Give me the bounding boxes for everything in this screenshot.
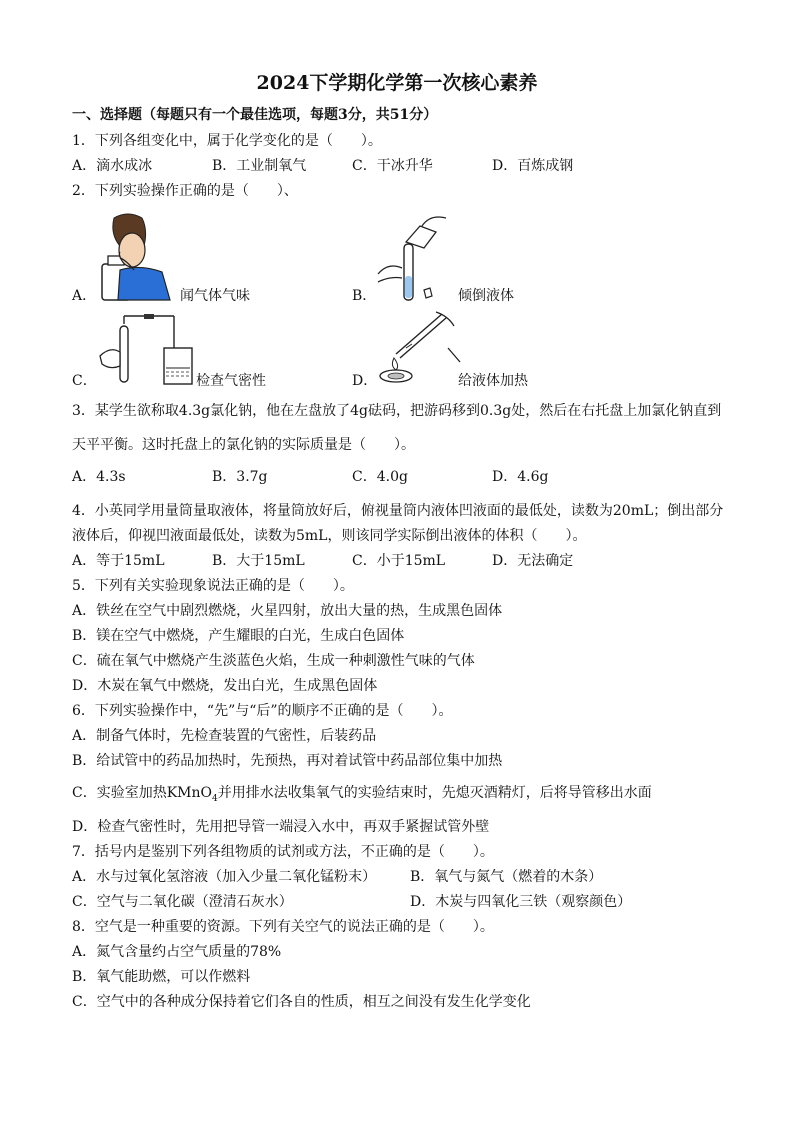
q4-stem-line1: 4．小英同学用量筒量取液体，将量筒放好后，俯视量筒内液体凹液面的最低处，读数为20mL；倒出部分: [72, 503, 724, 519]
q7-option-b: B．氧气与氮气（燃着的木条）: [410, 869, 603, 885]
q3-option-a: A．4.3s: [72, 469, 126, 485]
q7-stem: 7．括号内是鉴别下列各组物质的试剂或方法，不正确的是（ ）。: [72, 844, 494, 860]
q4-option-a: A．等于15mL: [72, 553, 165, 569]
heating-liquid-figure: [376, 308, 466, 388]
q6-stem: 6．下列实验操作中，“先”与“后”的顺序不正确的是（ ）。: [72, 703, 453, 719]
pouring-liquid-figure: [374, 212, 454, 304]
page-title: 2024下学期化学第一次核心素养: [256, 72, 538, 94]
q3-option-d: D．4.6g: [492, 469, 549, 485]
q5-option-a: A．铁丝在空气中剧烈燃烧，火星四射，放出大量的热，生成黑色固体: [72, 603, 503, 619]
q2-option-b-caption: 倾倒液体: [458, 288, 514, 304]
q8-option-b: B．氧气能助燃，可以作燃料: [72, 969, 251, 985]
q3-option-c: C．4.0g: [352, 469, 408, 485]
q2-stem: 2．下列实验操作正确的是（ ）、: [72, 183, 298, 199]
q6-option-c-pre: C．实验室加热KMnO: [72, 785, 212, 801]
q2-option-c-caption: 检查气密性: [196, 373, 266, 389]
q2-option-a-caption: 闻气体气味: [180, 288, 250, 304]
q2-option-d-letter: D．: [352, 373, 378, 389]
q4-option-d: D．无法确定: [492, 553, 574, 569]
q5-option-d: D．木炭在氧气中燃烧，发出白光，生成黑色固体: [72, 678, 378, 694]
airtightness-check-figure: [96, 312, 196, 388]
q3-stem-line1: 3．某学生欲称取4.3g氯化钠，他在左盘放了4g砝码，把游码移到0.3g处，然后在右托盘上加氯化钠直到: [72, 403, 722, 419]
q1-option-b: B．工业制氧气: [212, 158, 307, 174]
q6-option-c-subscript: 4: [212, 793, 218, 804]
smelling-gas-figure: [100, 212, 176, 302]
q2-option-c-letter: C．: [72, 373, 97, 389]
q1-stem: 1．下列各组变化中，属于化学变化的是（ ）。: [72, 133, 382, 149]
q8-option-c: C．空气中的各种成分保持着它们各自的性质，相互之间没有发生化学变化: [72, 994, 531, 1010]
section-heading: 一、选择题（每题只有一个最佳选项，每题3分，共51分）: [72, 107, 438, 123]
q3-stem-line2: 天平平衡。这时托盘上的氯化钠的实际质量是（ ）。: [72, 437, 415, 453]
q7-option-a: A．水与过氧化氢溶液（加入少量二氧化锰粉末）: [72, 869, 377, 885]
q8-option-a: A．氮气含量约占空气质量的78%: [72, 944, 282, 960]
q2-option-a-letter: A．: [72, 288, 97, 304]
q8-stem: 8．空气是一种重要的资源。下列有关空气的说法正确的是（ ）。: [72, 919, 494, 935]
q5-stem: 5．下列有关实验现象说法正确的是（ ）。: [72, 578, 354, 594]
q1-option-a: A．滴水成冰: [72, 158, 153, 174]
q1-option-d: D．百炼成钢: [492, 158, 574, 174]
q7-option-c: C．空气与二氧化碳（澄清石灰水）: [72, 894, 293, 910]
q4-option-c: C．小于15mL: [352, 553, 446, 569]
q6-option-c-post: 并用排水法收集氧气的实验结束时，先熄灭酒精灯，后将导管移出水面: [217, 785, 652, 801]
q6-option-a: A．制备气体时，先检查装置的气密性，后装药品: [72, 728, 377, 744]
q1-option-c: C．干冰升华: [352, 158, 433, 174]
q6-option-d: D．检查气密性时，先用把导管一端浸入水中，再双手紧握试管外壁: [72, 819, 490, 835]
q7-option-d: D．木炭与四氧化三铁（观察颜色）: [410, 894, 632, 910]
q4-stem-line2: 液体后，仰视凹液面最低处，读数为5mL，则该同学实际倒出液体的体积（ ）。: [72, 528, 587, 544]
q2-option-b-letter: B．: [352, 288, 377, 304]
q5-option-b: B．镁在空气中燃烧，产生耀眼的白光，生成白色固体: [72, 628, 405, 644]
q5-option-c: C．硫在氧气中燃烧产生淡蓝色火焰，生成一种刺激性气味的气体: [72, 653, 475, 669]
q6-option-b: B．给试管中的药品加热时，先预热，再对着试管中药品部位集中加热: [72, 753, 503, 769]
q4-option-b: B．大于15mL: [212, 553, 305, 569]
q3-option-b: B．3.7g: [212, 469, 268, 485]
q6-option-c: [72, 784, 652, 808]
q2-option-d-caption: 给液体加热: [458, 373, 528, 389]
